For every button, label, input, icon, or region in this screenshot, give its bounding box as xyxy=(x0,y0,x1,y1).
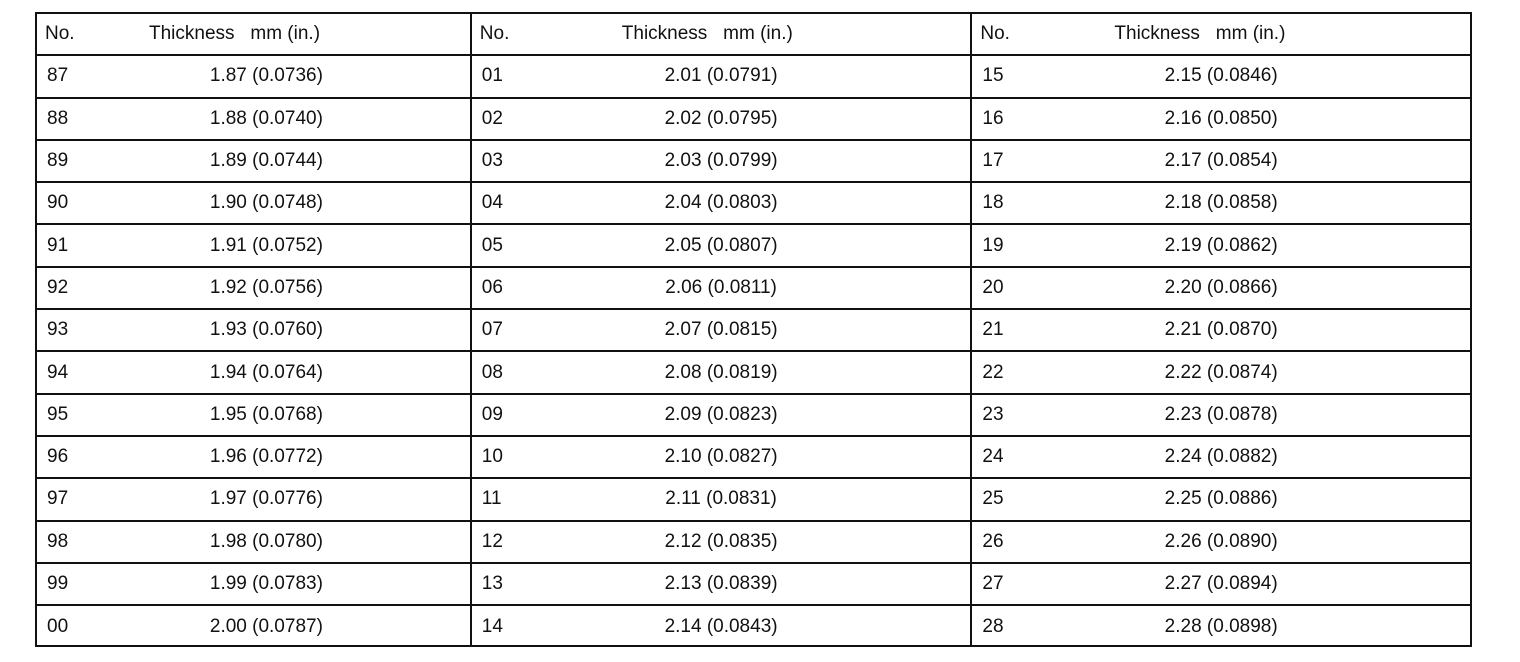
cell-no: 10 xyxy=(481,446,503,468)
cell-thickness: 2.08 (0.0819) xyxy=(664,361,778,383)
cell-thickness: 2.09 (0.0823) xyxy=(664,403,778,425)
cell-thickness: 2.14 (0.0843) xyxy=(664,616,778,638)
table-row xyxy=(37,225,470,267)
table-row xyxy=(472,522,971,564)
cell-no: 12 xyxy=(481,530,503,552)
table-header-row xyxy=(972,14,1470,56)
cell-no: 95 xyxy=(47,403,69,425)
cell-no: 20 xyxy=(982,276,1004,298)
table-row xyxy=(37,99,470,141)
cell-thickness: 1.99 (0.0783) xyxy=(209,573,323,594)
cell-no: 05 xyxy=(481,234,503,256)
cell-thickness: 2.12 (0.0835) xyxy=(664,530,778,552)
table-row xyxy=(472,310,971,352)
table-row xyxy=(37,310,470,352)
table-row xyxy=(472,56,971,98)
table-row xyxy=(472,564,971,606)
table-row xyxy=(37,395,470,437)
cell-no: 87 xyxy=(47,65,69,87)
table-row xyxy=(972,437,1470,479)
cell-no: 17 xyxy=(982,150,1004,172)
header-no: No. xyxy=(45,23,75,45)
cell-thickness: 2.24 (0.0882) xyxy=(1164,446,1278,468)
table-row xyxy=(37,352,470,394)
cell-thickness: 2.07 (0.0815) xyxy=(664,319,778,341)
cell-no: 22 xyxy=(982,361,1004,383)
cell-no: 89 xyxy=(47,150,69,172)
header-thickness: Thickness mm (in.) xyxy=(621,23,793,45)
header-thickness: Thickness mm (in.) xyxy=(1114,23,1286,45)
table-row xyxy=(972,395,1470,437)
cell-thickness: 2.20 (0.0866) xyxy=(1164,276,1278,298)
cell-no: 92 xyxy=(47,276,69,298)
cell-thickness: 1.98 (0.0780) xyxy=(209,530,323,552)
cell-thickness: 1.93 (0.0760) xyxy=(209,319,323,341)
cell-thickness: 2.23 (0.0878) xyxy=(1164,403,1278,425)
cell-no: 27 xyxy=(982,573,1004,594)
cell-thickness: 2.18 (0.0858) xyxy=(1164,192,1278,214)
table-row xyxy=(972,606,1470,648)
cell-no: 90 xyxy=(47,192,69,214)
cell-no: 91 xyxy=(47,234,69,256)
table-row xyxy=(37,522,470,564)
cell-thickness: 1.92 (0.0756) xyxy=(209,276,323,298)
cell-no: 13 xyxy=(481,573,503,594)
cell-thickness: 1.94 (0.0764) xyxy=(209,361,323,383)
table-row xyxy=(472,479,971,521)
table-row xyxy=(472,437,971,479)
table-row xyxy=(972,141,1470,183)
table-row xyxy=(972,310,1470,352)
table-row xyxy=(472,225,971,267)
table-row xyxy=(472,183,971,225)
cell-thickness: 2.27 (0.0894) xyxy=(1164,573,1278,594)
cell-thickness: 2.05 (0.0807) xyxy=(664,234,778,256)
cell-no: 23 xyxy=(982,403,1004,425)
cell-thickness: 1.87 (0.0736) xyxy=(209,65,323,87)
cell-no: 16 xyxy=(982,107,1004,129)
cell-thickness: 2.02 (0.0795) xyxy=(664,107,778,129)
cell-thickness: 1.88 (0.0740) xyxy=(209,107,323,129)
cell-thickness: 2.04 (0.0803) xyxy=(664,192,778,214)
table-row xyxy=(472,268,971,310)
header-no: No. xyxy=(479,23,510,45)
table-row xyxy=(472,395,971,437)
cell-no: 04 xyxy=(481,192,503,214)
cell-no: 19 xyxy=(982,234,1004,256)
cell-no: 24 xyxy=(982,446,1004,468)
cell-thickness: 2.16 (0.0850) xyxy=(1164,107,1278,129)
thickness-table xyxy=(35,12,1472,647)
cell-no: 02 xyxy=(481,107,503,129)
cell-thickness: 2.17 (0.0854) xyxy=(1164,150,1278,172)
cell-no: 26 xyxy=(982,530,1004,552)
cell-no: 94 xyxy=(47,361,69,383)
cell-thickness: 2.25 (0.0886) xyxy=(1164,488,1278,510)
cell-no: 99 xyxy=(47,573,69,594)
table-header-row xyxy=(37,14,470,56)
cell-thickness: 2.26 (0.0890) xyxy=(1164,530,1278,552)
cell-no: 00 xyxy=(47,616,69,638)
cell-no: 08 xyxy=(481,361,503,383)
cell-no: 18 xyxy=(982,192,1004,214)
cell-thickness: 2.22 (0.0874) xyxy=(1164,361,1278,383)
cell-no: 15 xyxy=(982,65,1004,87)
table-block-2 xyxy=(470,14,971,645)
table-row xyxy=(37,56,470,98)
cell-thickness: 1.91 (0.0752) xyxy=(209,234,323,256)
cell-no: 96 xyxy=(47,446,69,468)
table-row xyxy=(972,268,1470,310)
cell-no: 06 xyxy=(481,276,503,298)
cell-no: 97 xyxy=(47,488,69,510)
cell-thickness: 1.96 (0.0772) xyxy=(209,446,323,468)
cell-no: 93 xyxy=(47,319,69,341)
cell-thickness: 2.06 (0.0811) xyxy=(665,276,777,298)
table-row xyxy=(972,564,1470,606)
cell-thickness: 2.01 (0.0791) xyxy=(664,65,778,87)
cell-no: 25 xyxy=(982,488,1004,510)
cell-thickness: 2.00 (0.0787) xyxy=(209,616,323,638)
table-header-row xyxy=(472,14,971,56)
cell-no: 98 xyxy=(47,530,69,552)
cell-no: 14 xyxy=(481,616,503,638)
table-row xyxy=(37,183,470,225)
header-no: No. xyxy=(980,23,1010,45)
cell-no: 09 xyxy=(481,403,503,425)
cell-thickness: 2.28 (0.0898) xyxy=(1164,616,1278,638)
cell-thickness: 1.90 (0.0748) xyxy=(209,192,323,214)
cell-thickness: 2.10 (0.0827) xyxy=(664,446,778,468)
table-row xyxy=(972,479,1470,521)
cell-no: 28 xyxy=(982,616,1004,638)
header-thickness: Thickness mm (in.) xyxy=(149,23,321,45)
table-row xyxy=(972,352,1470,394)
table-block-1 xyxy=(37,14,470,645)
table-row xyxy=(472,352,971,394)
table-row xyxy=(37,437,470,479)
cell-thickness: 2.13 (0.0839) xyxy=(664,573,778,594)
table-row xyxy=(37,268,470,310)
table-row xyxy=(972,99,1470,141)
table-row xyxy=(37,479,470,521)
cell-thickness: 2.11 (0.0831) xyxy=(665,488,777,510)
table-row xyxy=(972,183,1470,225)
table-row xyxy=(37,141,470,183)
table-row xyxy=(472,99,971,141)
cell-thickness: 2.19 (0.0862) xyxy=(1164,234,1278,256)
table-row xyxy=(972,225,1470,267)
cell-thickness: 1.89 (0.0744) xyxy=(209,150,323,172)
table-row xyxy=(472,141,971,183)
cell-no: 21 xyxy=(982,319,1004,341)
cell-no: 11 xyxy=(481,488,502,510)
cell-thickness: 2.21 (0.0870) xyxy=(1164,319,1278,341)
cell-thickness: 1.95 (0.0768) xyxy=(209,403,323,425)
cell-thickness: 1.97 (0.0776) xyxy=(209,488,323,510)
table-block-3 xyxy=(970,14,1470,645)
table-row xyxy=(472,606,971,648)
cell-thickness: 2.15 (0.0846) xyxy=(1164,65,1278,87)
cell-no: 01 xyxy=(481,65,503,87)
table-row xyxy=(972,522,1470,564)
table-row xyxy=(972,56,1470,98)
cell-no: 03 xyxy=(481,150,503,172)
cell-no: 07 xyxy=(481,319,503,341)
cell-no: 88 xyxy=(47,107,69,129)
table-row xyxy=(37,564,470,606)
table-row xyxy=(37,606,470,648)
cell-thickness: 2.03 (0.0799) xyxy=(664,150,778,172)
